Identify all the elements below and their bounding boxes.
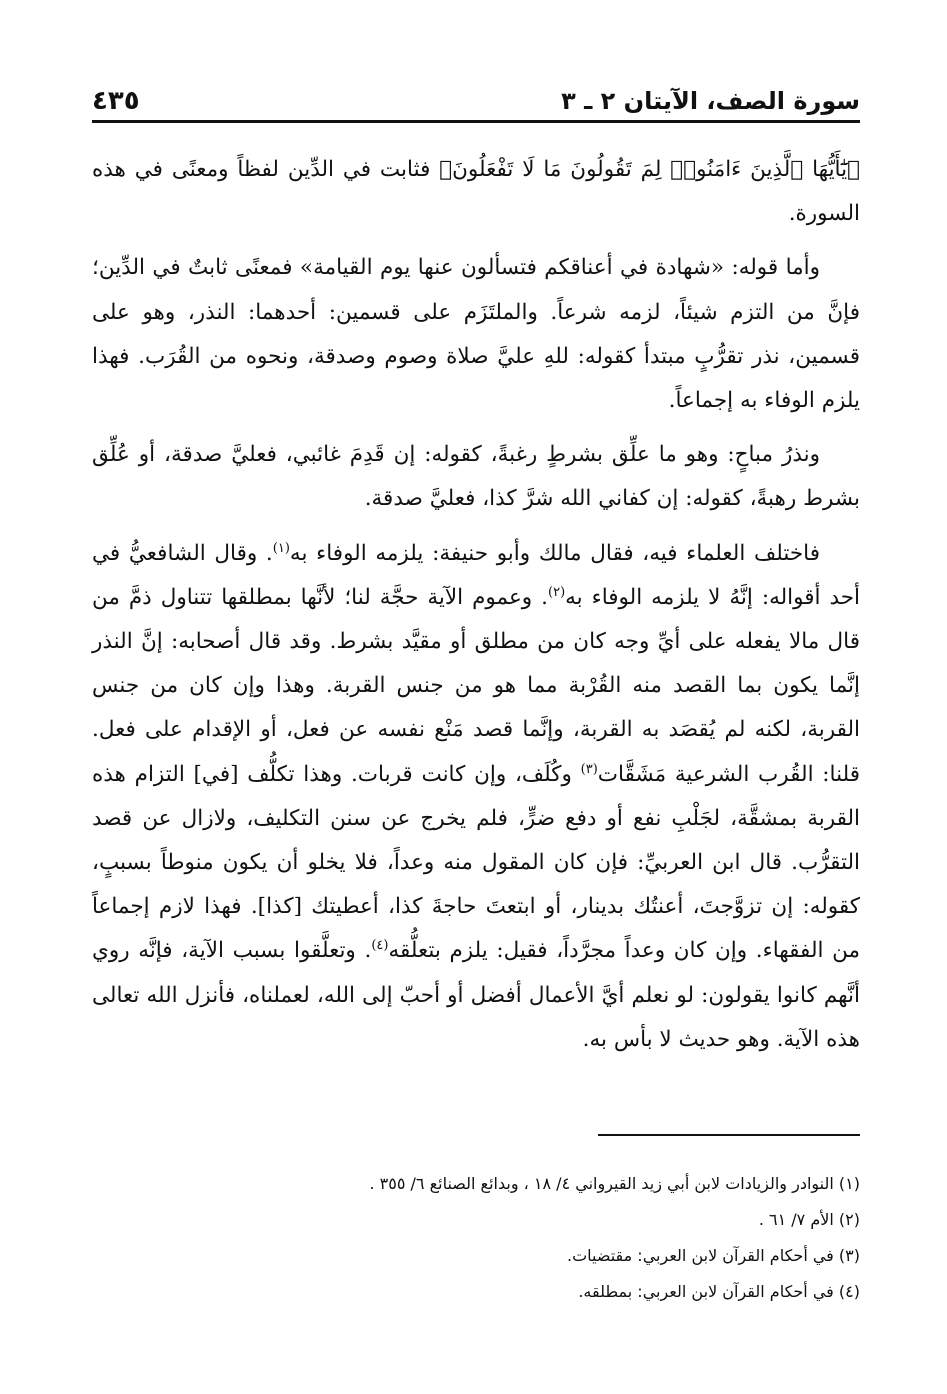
text-run: . وتعلَّقوا بسبب الآية، فإنَّه روي أنَّهم كانوا يقولون: لو نعلم أيَّ الأعمال أفضل أو أحبّ إلى الله، لعملناه، فأنزل الله تعالى هذه الآية. وهو حديث لا بأس به. (92, 938, 860, 1052)
header-rule (92, 120, 860, 123)
footnote: (٢) الأم ٧/ ٦١ . (758, 1210, 860, 1229)
footnote: (٤) في أحكام القرآن لابن العربي: بمطلقه. (578, 1282, 860, 1301)
paragraph (92, 532, 860, 1062)
footnotes (92, 1166, 860, 1310)
text-run: وأما قوله: «شهادة في أعناقكم فتسألون عنها يوم القيامة» فمعنًى ثابتٌ في الدِّين؛ فإنَّ من التزم شيئاً، لزمه شرعاً. والملتَزَم على قسمين: أحدهما: النذر، وهو على قسمين، نذر تقرُّبٍ مبتدأ كقوله: للهِ عليَّ صلاة وصوم وصدقة، ونحوه من القُرَب. فهذا يلزم الوفاء به إجماعاً. (92, 255, 860, 414)
footnote: (٣) في أحكام القرآن لابن العربي: مقتضيات. (567, 1246, 860, 1265)
text-run: . وعموم الآية حجَّة لنا؛ لأنَّها بمطلقها تتناول ذمَّ من قال مالا يفعله على أيِّ وجه كان من مطلق أو مقيَّد بشرط. وقد قال أصحابه: إنَّ النذر إنَّما يكون بما القصد منه القُرْبة مما هو من جنس القربة. وهذا وإن كان من جنس القربة، لكنه لم يُقصَد به القربة، وإنَّما قصد مَنْع نفسه عن فعل، أو الإقدام على فعل. قلنا: القُرب الشرعية مَشَقَّات (92, 584, 860, 787)
text-run: . وقال الشافعيُّ في أحد أقواله: إنَّهُ لا يلزمه الوفاء به (92, 540, 860, 610)
footnote-marker: (٢) (548, 584, 566, 600)
paragraph (92, 246, 860, 423)
page-header (92, 72, 860, 116)
footnote: (١) النوادر والزيادات لابن أبي زيد القيرواني ٤/ ١٨ ، وبدائع الصنائع ٦/ ٣٥٥ . (369, 1174, 860, 1193)
footnote-marker: (٤) (371, 938, 389, 954)
page-number: ٤٣٥ (92, 86, 140, 116)
paragraph (92, 433, 860, 521)
running-title: سورة الصف، الآيتان ٢ ـ ٣ (561, 87, 860, 115)
text-run: ﴿يَٰٓأَيُّهَا ٱلَّذِينَ ءَامَنُوا۟ لِمَ تَقُولُونَ مَا لَا تَفْعَلُونَ﴾ فثابت في الدِّين لفظاً ومعنًى في هذه السورة. (92, 157, 860, 227)
footnote-marker: (٣) (580, 761, 598, 777)
text-run: وكُلَف، وإن كانت قربات. وهذا تكلُّف [في] التزام هذه القربة بمشقَّة، لجَلْبِ نفع أو دفع ضرٍّ، فلم يخرج عن سنن التكليف، ولازال عن قصد التقرُّب. قال ابن العربيِّ: فإن كان المقول منه وعداً، فلا يخلو أن يكون منوطاً بسببٍ، كقوله: إن تزوَّجتَ، أعنتُك بدينار، أو ابتعتَ حاجةَ كذا، أعطيتك [كذا]. فهذا لازم إجماعاً من الفقهاء. وإن كان وعداً مجرَّداً، فقيل: يلزم بتعلُّقه (92, 761, 861, 964)
text-run: فاختلف العلماء فيه، فقال مالك وأبو حنيفة: يلزمه الوفاء به (289, 540, 820, 566)
main-text (92, 148, 860, 1072)
paragraph (92, 148, 860, 236)
footnote-separator (598, 1134, 860, 1136)
text-run: ونذرُ مباحٍ: وهو ما علِّق بشرطٍ رغبةً، كقوله: إن قَدِمَ غائبي، فعليَّ صدقة، أو عُلِّق بشرط رهبةً، كقوله: إن كفاني الله شرَّ كذا، فعليَّ صدقة. (92, 442, 860, 512)
footnote-marker: (١) (272, 540, 290, 556)
